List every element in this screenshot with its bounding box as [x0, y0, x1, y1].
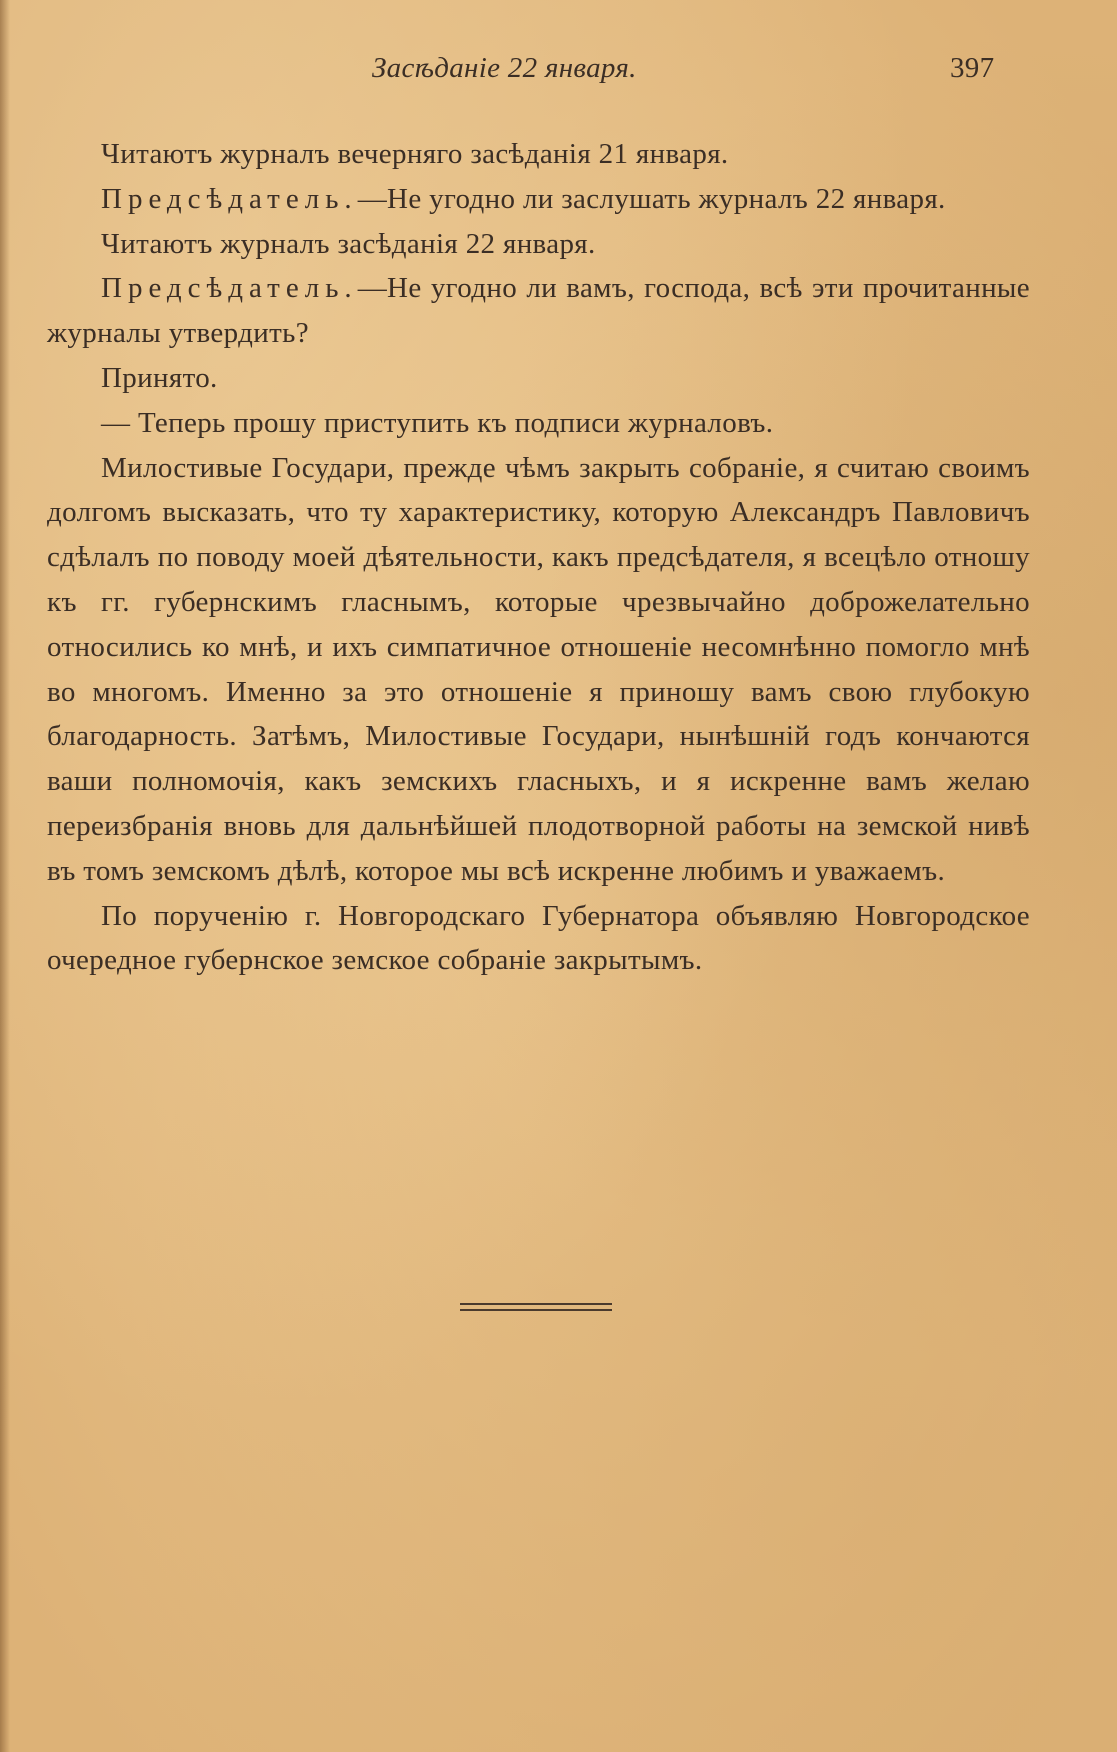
paragraph-sign-journals — [47, 401, 1030, 446]
running-head — [0, 52, 1117, 92]
paragraph-text: —Не угодно ли вамъ, господа, всѣ эти прочитанные журналы утвердить? — [47, 272, 1030, 350]
paragraph-text: Принято. — [101, 361, 218, 394]
speaker-chairman: Предсѣдатель. — [101, 272, 358, 305]
paragraph-text: Читаютъ журналъ засѣданія 22 января. — [101, 227, 596, 260]
speaker-chairman: Предсѣдатель. — [101, 182, 358, 215]
paragraph-assembly-closed — [47, 894, 1030, 984]
paragraph-text: По порученію г. Новгородскаго Губернатора объявляю Новгородское очередное губернское земское собраніе закрытымъ. — [47, 899, 1030, 977]
page-edge-shadow — [0, 0, 10, 1752]
paragraph-text: Читаютъ журналъ вечерняго засѣданія 21 января. — [101, 138, 729, 170]
paragraph-read-journal — [47, 222, 1030, 267]
end-rule-line — [460, 1303, 612, 1305]
paragraph-text: — Теперь прошу приступить къ подписи журналовъ. — [101, 406, 774, 439]
page-number: 397 — [950, 52, 995, 84]
paragraph-closing-speech — [47, 446, 1030, 894]
paragraph-text: Милостивые Государи, прежде чѣмъ закрыть собраніе, я считаю своимъ долгомъ высказать, что ту характеристику, которую Александръ Павловичъ сдѣлалъ по поводу моей дѣятельности, какъ предсѣдателя, я всецѣло отношу къ гг. губернскимъ гласнымъ, которые чрезвычайно доброжелательно относились ко мнѣ, и ихъ симпатичное отношеніе несомнѣнно помогло мнѣ во многомъ. Именно за это отношеніе я приношу вамъ свою глубокую благодарность. Затѣмъ, Милостивые Государи, нынѣшній годъ кончаются ваши полномочія, какъ земскихъ гласныхъ, и я искренне вамъ желаю переизбранія вновь для дальнѣйшей плодотворной работы на земской нивѣ въ томъ земскомъ дѣлѣ, которое мы всѣ искренне любимъ и уважаемъ. — [47, 451, 1030, 887]
running-title: Засѣданіе 22 января. — [372, 52, 637, 84]
end-rule — [460, 1303, 612, 1313]
paragraph-chairman-question-1 — [47, 177, 1030, 222]
paragraph-chairman-question-2 — [47, 266, 1030, 356]
paragraph-read-evening-journal — [47, 132, 1030, 177]
text-body — [47, 132, 1030, 983]
end-rule-line — [460, 1309, 612, 1311]
paragraph-accepted — [47, 356, 1030, 401]
paragraph-text: —Не угодно ли заслушать журналъ 22 января. — [357, 182, 946, 215]
